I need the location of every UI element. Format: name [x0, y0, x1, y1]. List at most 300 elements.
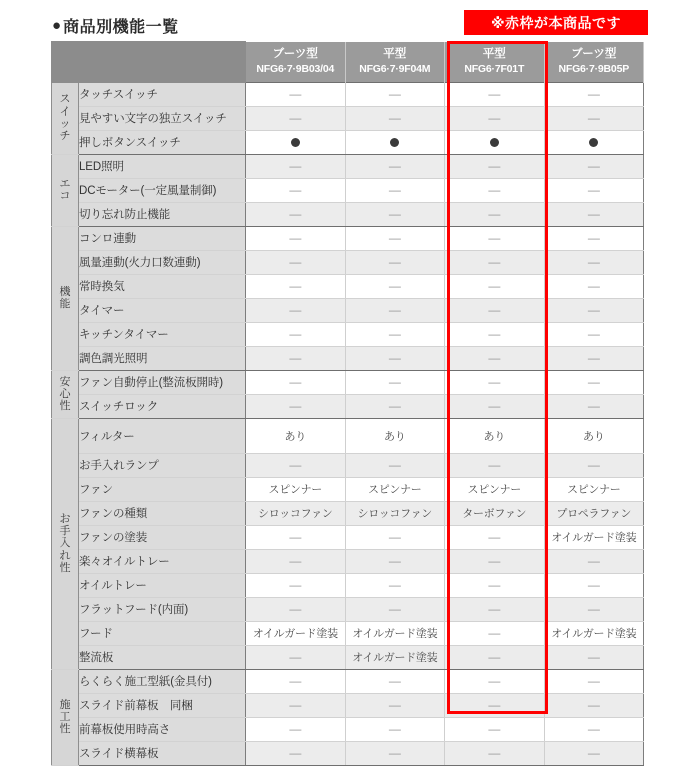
not-supported-dash: — [488, 231, 501, 245]
product-header-2 [345, 42, 445, 83]
value-cell [544, 477, 644, 501]
product-type-label: ブーツ型 [272, 47, 318, 60]
not-supported-dash: — [488, 255, 501, 269]
table-row [52, 178, 644, 202]
feature-label: スライド横幕板 [79, 741, 246, 765]
product-header-1 [246, 42, 346, 83]
category-char: 心 [59, 387, 71, 400]
table-row [52, 645, 644, 669]
not-supported-dash: — [488, 530, 501, 544]
value-cell [345, 154, 445, 178]
value-cell [544, 573, 644, 597]
category-char: イ [59, 105, 71, 118]
feature-label: 前幕板使用時高さ [79, 717, 246, 741]
feature-label: フード [79, 621, 246, 645]
value-cell [345, 202, 445, 226]
not-supported-dash: — [388, 458, 401, 472]
value-cell [345, 370, 445, 394]
value-cell [544, 202, 644, 226]
product-header-4 [544, 42, 644, 83]
value-text: あり [384, 430, 406, 443]
table-row [52, 418, 644, 453]
value-cell [445, 645, 545, 669]
value-cell [445, 621, 545, 645]
feature-label: オイルトレー [79, 573, 246, 597]
value-cell [246, 274, 346, 298]
category-char: チ [59, 130, 71, 143]
feature-label: ファン [79, 477, 246, 501]
value-cell [345, 250, 445, 274]
table-row [52, 130, 644, 154]
value-cell [345, 418, 445, 453]
not-supported-dash: — [289, 746, 302, 760]
not-supported-dash: — [388, 183, 401, 197]
value-cell [544, 82, 644, 106]
value-cell [544, 453, 644, 477]
table-row [52, 597, 644, 621]
value-cell [445, 322, 545, 346]
feature-label: 見やすい文字の独立スイッチ [79, 106, 246, 130]
feature-label: LED照明 [79, 154, 246, 178]
value-text: オイルガード塗装 [551, 532, 637, 544]
value-cell [445, 525, 545, 549]
not-supported-dash: — [488, 626, 501, 640]
value-cell [544, 178, 644, 202]
not-supported-dash: — [289, 207, 302, 221]
page-title [52, 14, 179, 37]
value-cell [544, 298, 644, 322]
feature-label: ファンの種類 [79, 501, 246, 525]
not-supported-dash: — [488, 746, 501, 760]
value-cell [345, 717, 445, 741]
value-cell [544, 501, 644, 525]
value-cell [544, 693, 644, 717]
value-cell [246, 573, 346, 597]
not-supported-dash: — [289, 231, 302, 245]
not-supported-dash: — [587, 698, 600, 712]
not-supported-dash: — [587, 351, 600, 365]
value-cell [345, 82, 445, 106]
category-char: 工 [59, 710, 71, 723]
not-supported-dash: — [388, 578, 401, 592]
not-supported-dash: — [388, 255, 401, 269]
value-cell [345, 525, 445, 549]
not-supported-dash: — [488, 279, 501, 293]
not-supported-dash: — [289, 351, 302, 365]
value-cell [544, 106, 644, 130]
value-cell [246, 693, 346, 717]
table-row [52, 298, 644, 322]
category-char: 性 [59, 561, 71, 574]
category-char: ス [59, 93, 71, 106]
not-supported-dash: — [388, 722, 401, 736]
category-char: 安 [59, 375, 71, 388]
table-row [52, 717, 644, 741]
value-cell [445, 226, 545, 250]
not-supported-dash: — [388, 327, 401, 341]
value-cell [246, 621, 346, 645]
value-cell [445, 741, 545, 765]
value-cell [445, 549, 545, 573]
value-cell [445, 717, 545, 741]
not-supported-dash: — [289, 399, 302, 413]
value-cell [445, 573, 545, 597]
category-label-2 [52, 154, 79, 226]
value-text: ターボファン [462, 508, 527, 520]
feature-label: スイッチロック [79, 394, 246, 418]
table-row [52, 621, 644, 645]
not-supported-dash: — [587, 458, 600, 472]
feature-label: 楽々オイルトレー [79, 549, 246, 573]
value-cell [246, 370, 346, 394]
not-supported-dash: — [388, 530, 401, 544]
not-supported-dash: — [388, 375, 401, 389]
not-supported-dash: — [388, 674, 401, 688]
not-supported-dash: — [289, 255, 302, 269]
value-cell [345, 693, 445, 717]
value-cell [544, 130, 644, 154]
not-supported-dash: — [587, 255, 600, 269]
not-supported-dash: — [488, 722, 501, 736]
value-text: オイルガード塗装 [352, 652, 438, 664]
feature-label: フィルター [79, 418, 246, 453]
value-cell [246, 549, 346, 573]
category-label-6 [52, 669, 79, 765]
feature-label: コンロ連動 [79, 226, 246, 250]
table-row [52, 106, 644, 130]
not-supported-dash: — [388, 207, 401, 221]
feature-label: 押しボタンスイッチ [79, 130, 246, 154]
value-cell [246, 645, 346, 669]
value-cell [544, 621, 644, 645]
table-row [52, 669, 644, 693]
not-supported-dash: — [488, 351, 501, 365]
value-cell [246, 394, 346, 418]
table-row [52, 741, 644, 765]
spec-table-container [51, 41, 643, 766]
value-text: スピンナー [368, 484, 422, 496]
not-supported-dash: — [289, 111, 302, 125]
value-cell [345, 274, 445, 298]
feature-label: タッチスイッチ [79, 82, 246, 106]
not-supported-dash: — [488, 650, 501, 664]
table-row [52, 453, 644, 477]
value-cell [246, 106, 346, 130]
table-row [52, 322, 644, 346]
product-type-label: 平型 [482, 47, 506, 60]
not-supported-dash: — [289, 303, 302, 317]
not-supported-dash: — [388, 746, 401, 760]
value-cell [544, 549, 644, 573]
value-cell [246, 477, 346, 501]
value-cell [345, 669, 445, 693]
feature-label: ファンの塗装 [79, 525, 246, 549]
not-supported-dash: — [289, 458, 302, 472]
category-char: お [59, 512, 71, 525]
table-row [52, 573, 644, 597]
not-supported-dash: — [587, 207, 600, 221]
not-supported-dash: — [488, 87, 501, 101]
value-cell [246, 501, 346, 525]
not-supported-dash: — [388, 87, 401, 101]
bullet-icon: ● [52, 17, 62, 34]
value-text: スピンナー [467, 484, 521, 496]
value-cell [445, 370, 545, 394]
not-supported-dash: — [388, 399, 401, 413]
red-frame-notice-text: ※赤枠が本商品です [490, 14, 622, 31]
value-cell [345, 621, 445, 645]
value-cell [345, 106, 445, 130]
feature-label: 整流板 [79, 645, 246, 669]
value-cell [246, 226, 346, 250]
not-supported-dash: — [488, 698, 501, 712]
value-cell [246, 418, 346, 453]
category-char: 能 [59, 298, 71, 310]
product-type-label: 平型 [383, 47, 407, 60]
value-cell [445, 298, 545, 322]
value-cell [445, 154, 545, 178]
not-supported-dash: — [587, 87, 600, 101]
table-row [52, 394, 644, 418]
feature-label: スライド前幕板 同梱 [79, 693, 246, 717]
supported-dot-icon [589, 138, 598, 147]
value-cell [246, 202, 346, 226]
value-cell [345, 178, 445, 202]
value-cell [445, 477, 545, 501]
value-cell [445, 250, 545, 274]
table-row [52, 274, 644, 298]
feature-label: タイマー [79, 298, 246, 322]
value-text: シロッコファン [258, 508, 333, 520]
not-supported-dash: — [388, 231, 401, 245]
not-supported-dash: — [488, 674, 501, 688]
table-head [52, 42, 644, 83]
not-supported-dash: — [587, 111, 600, 125]
value-cell [246, 82, 346, 106]
value-cell [445, 178, 545, 202]
value-cell [246, 717, 346, 741]
category-char: 機 [59, 285, 71, 298]
not-supported-dash: — [289, 279, 302, 293]
not-supported-dash: — [587, 554, 600, 568]
value-cell [345, 346, 445, 370]
value-text: あり [284, 430, 306, 443]
feature-label: お手入れランプ [79, 453, 246, 477]
value-cell [544, 274, 644, 298]
value-cell [544, 418, 644, 453]
value-cell [544, 645, 644, 669]
not-supported-dash: — [587, 674, 600, 688]
not-supported-dash: — [388, 303, 401, 317]
value-cell [544, 250, 644, 274]
value-cell [345, 741, 445, 765]
not-supported-dash: — [587, 183, 600, 197]
value-cell [246, 741, 346, 765]
not-supported-dash: — [488, 111, 501, 125]
table-row [52, 549, 644, 573]
feature-label: キッチンタイマー [79, 322, 246, 346]
not-supported-dash: — [488, 375, 501, 389]
not-supported-dash: — [587, 578, 600, 592]
not-supported-dash: — [289, 698, 302, 712]
not-supported-dash: — [289, 674, 302, 688]
table-row [52, 202, 644, 226]
value-cell [246, 597, 346, 621]
value-cell [345, 645, 445, 669]
value-cell [345, 226, 445, 250]
value-text: スピンナー [268, 484, 322, 496]
category-label-5 [52, 418, 79, 669]
value-cell [246, 250, 346, 274]
value-cell [544, 346, 644, 370]
table-row [52, 477, 644, 501]
value-cell [345, 298, 445, 322]
category-char: コ [59, 190, 71, 202]
value-cell [544, 322, 644, 346]
value-cell [345, 322, 445, 346]
not-supported-dash: — [488, 327, 501, 341]
value-cell [445, 274, 545, 298]
value-text: オイルガード塗装 [551, 628, 637, 640]
value-cell [345, 549, 445, 573]
value-cell [246, 322, 346, 346]
product-model-label: NFG6·7F01T [464, 63, 525, 76]
not-supported-dash: — [587, 279, 600, 293]
table-row [52, 226, 644, 250]
not-supported-dash: — [289, 87, 302, 101]
not-supported-dash: — [289, 722, 302, 736]
value-cell [544, 669, 644, 693]
value-cell [246, 669, 346, 693]
value-cell [445, 597, 545, 621]
supported-dot-icon [291, 138, 300, 147]
value-cell [445, 82, 545, 106]
value-text: あり [483, 430, 505, 443]
not-supported-dash: — [388, 111, 401, 125]
value-cell [445, 501, 545, 525]
table-header-row [52, 42, 644, 83]
table-row [52, 525, 644, 549]
value-cell [345, 597, 445, 621]
value-cell [544, 597, 644, 621]
not-supported-dash: — [488, 578, 501, 592]
category-char: エ [59, 177, 71, 190]
not-supported-dash: — [289, 159, 302, 173]
not-supported-dash: — [587, 722, 600, 736]
value-cell [544, 394, 644, 418]
spec-table [51, 41, 644, 766]
value-cell [246, 453, 346, 477]
value-text: オイルガード塗装 [252, 628, 338, 640]
product-header-3 [445, 42, 545, 83]
header-corner-cell [52, 42, 246, 83]
value-cell [544, 525, 644, 549]
feature-label: 切り忘れ防止機能 [79, 202, 246, 226]
not-supported-dash: — [289, 183, 302, 197]
value-cell [445, 106, 545, 130]
supported-dot-icon [390, 138, 399, 147]
feature-label: 調色調光照明 [79, 346, 246, 370]
table-row [52, 154, 644, 178]
value-cell [345, 130, 445, 154]
product-model-label: NFG6·7·9F04M [359, 63, 431, 76]
feature-label: ファン自動停止(整流板開時) [79, 370, 246, 394]
value-cell [246, 154, 346, 178]
category-label-3 [52, 226, 79, 370]
value-cell [445, 418, 545, 453]
value-cell [246, 130, 346, 154]
not-supported-dash: — [488, 399, 501, 413]
not-supported-dash: — [289, 530, 302, 544]
category-label-4 [52, 370, 79, 418]
not-supported-dash: — [587, 159, 600, 173]
value-text: あり [583, 430, 605, 443]
product-model-label: NFG6·7·9B03/04 [256, 63, 335, 76]
table-row [52, 693, 644, 717]
table-row [52, 82, 644, 106]
category-label-1 [52, 82, 79, 154]
not-supported-dash: — [488, 303, 501, 317]
not-supported-dash: — [587, 399, 600, 413]
not-supported-dash: — [587, 327, 600, 341]
value-text: オイルガード塗装 [352, 628, 438, 640]
not-supported-dash: — [587, 650, 600, 664]
not-supported-dash: — [388, 279, 401, 293]
not-supported-dash: — [289, 375, 302, 389]
not-supported-dash: — [488, 458, 501, 472]
not-supported-dash: — [488, 602, 501, 616]
not-supported-dash: — [587, 602, 600, 616]
table-row [52, 370, 644, 394]
value-cell [345, 477, 445, 501]
value-cell [544, 226, 644, 250]
value-cell [345, 394, 445, 418]
table-row [52, 501, 644, 525]
red-frame-notice-banner [464, 10, 648, 35]
value-cell [445, 693, 545, 717]
value-cell [544, 154, 644, 178]
feature-label: 常時換気 [79, 274, 246, 298]
page-title-text: 商品別機能一覧 [63, 19, 179, 36]
category-char: れ [59, 549, 71, 562]
category-char: 入 [59, 537, 71, 550]
value-cell [246, 178, 346, 202]
value-text: プロペラファン [556, 508, 632, 520]
table-body [52, 82, 644, 765]
table-row [52, 250, 644, 274]
value-cell [345, 573, 445, 597]
not-supported-dash: — [587, 303, 600, 317]
value-cell [445, 453, 545, 477]
value-cell [445, 669, 545, 693]
value-cell [246, 346, 346, 370]
category-char: 手 [59, 525, 71, 538]
not-supported-dash: — [388, 554, 401, 568]
value-text: スピンナー [567, 484, 621, 496]
not-supported-dash: — [289, 650, 302, 664]
not-supported-dash: — [388, 351, 401, 365]
value-cell [445, 394, 545, 418]
product-type-label: ブーツ型 [571, 47, 617, 60]
not-supported-dash: — [488, 554, 501, 568]
feature-label: DCモーター(一定風量制御) [79, 178, 246, 202]
not-supported-dash: — [488, 207, 501, 221]
category-char: 性 [59, 723, 71, 736]
supported-dot-icon [490, 138, 499, 147]
value-cell [544, 741, 644, 765]
not-supported-dash: — [488, 159, 501, 173]
value-cell [345, 453, 445, 477]
